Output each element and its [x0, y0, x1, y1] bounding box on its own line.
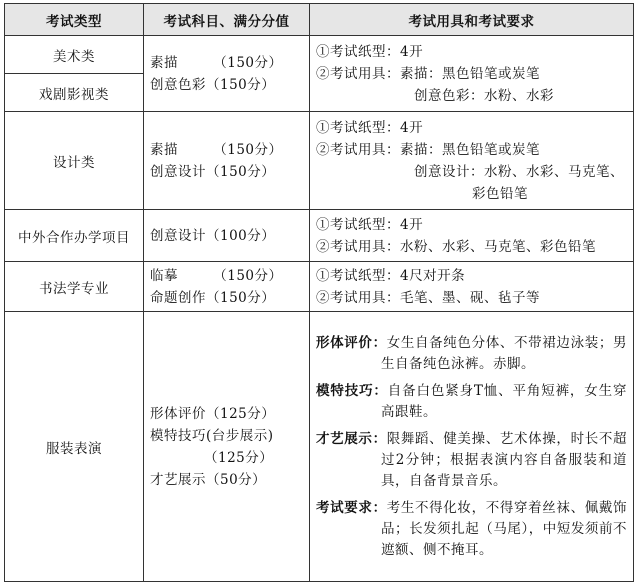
exam-requirements-table: [4, 3, 634, 582]
type-drama: 戏剧影视类: [5, 74, 144, 112]
type-calligraphy: 书法学专业: [5, 262, 144, 312]
subject-line: 创意色彩（150分）: [150, 76, 276, 93]
tool-line: ②考试用具：水粉、水彩、马克笔、彩色铅笔: [316, 238, 596, 255]
tools-calligraphy: [310, 262, 634, 312]
requirement-text: 女生自备纯色分体、不带裙边泳装；男生自备纯色泳裤。赤脚。: [381, 334, 628, 372]
row-art: [5, 36, 634, 74]
requirements-fashion: [310, 312, 634, 582]
requirement-label: 才艺展示：: [316, 430, 387, 447]
subject-line: 创意设计（150分）: [150, 163, 276, 180]
tool-line: ①考试纸型：4尺对开条: [316, 267, 466, 284]
subjects-fashion: [144, 312, 310, 582]
header-row: [5, 4, 634, 36]
tool-line: ①考试纸型：4开: [316, 119, 424, 136]
subject-line: 才艺展示（50分）: [150, 471, 267, 488]
requirement-text: 自备白色紧身T恤、平角短裤，女生穿高跟鞋。: [381, 382, 628, 420]
subject-line: （125分）: [204, 449, 274, 466]
tool-line: ①考试纸型：4开: [316, 43, 424, 60]
subjects-coop: [144, 210, 310, 262]
requirement-item: [316, 498, 627, 561]
type-fashion: 服装表演: [5, 312, 144, 582]
subjects-calligraphy: [144, 262, 310, 312]
type-coop: 中外合作办学项目: [5, 210, 144, 262]
tool-line: ②考试用具：素描：黑色铅笔或炭笔: [316, 141, 540, 158]
row-coop: [5, 210, 634, 262]
type-art: 美术类: [5, 36, 144, 74]
subject-line: 素描 （150分）: [150, 141, 283, 158]
subject-line: 模特技巧(台步展示): [150, 427, 274, 444]
requirement-item: [316, 429, 627, 492]
header-exam-type: 考试类型: [5, 4, 144, 36]
requirement-label: 模特技巧：: [316, 382, 388, 399]
header-tools: 考试用具和考试要求: [310, 4, 634, 36]
row-fashion: [5, 312, 634, 582]
requirement-text: 考生不得化妆，不得穿着丝袜、佩戴饰品；长发须扎起（马尾），中短发须前不遮额、侧不掩耳。: [381, 499, 628, 558]
subject-line: 创意设计（100分）: [150, 227, 276, 244]
tool-line: ②考试用具：毛笔、墨、砚、毡子等: [316, 289, 540, 306]
subjects-art: [144, 36, 310, 112]
requirement-label: 考试要求：: [316, 499, 387, 516]
subject-line: 命题创作（150分）: [150, 289, 276, 306]
tool-line: 创意设计：水粉、水彩、马克笔、: [414, 163, 624, 180]
tools-coop: [310, 210, 634, 262]
row-design: [5, 112, 634, 210]
tool-line: 创意色彩：水粉、水彩: [414, 87, 554, 104]
tools-art: [310, 36, 634, 112]
tools-design: [310, 112, 634, 210]
subjects-design: [144, 112, 310, 210]
subject-line: 临摹 （150分）: [150, 267, 283, 284]
requirement-item: [316, 381, 627, 423]
tool-line: 彩色铅笔: [472, 185, 528, 202]
requirement-label: 形体评价：: [316, 334, 387, 351]
type-design: 设计类: [5, 112, 144, 210]
row-calligraphy: [5, 262, 634, 312]
subject-line: 素描 （150分）: [150, 54, 283, 71]
requirement-item: [316, 333, 627, 375]
subject-line: 形体评价（125分）: [150, 405, 276, 422]
requirement-text: 限舞蹈、健美操、艺术体操，时长不超过2分钟；根据表演内容自备服装和道具，自备背景音乐。: [381, 430, 628, 489]
header-subjects: 考试科目、满分分值: [144, 4, 310, 36]
tool-line: ②考试用具：素描：黑色铅笔或炭笔: [316, 65, 540, 82]
tool-line: ①考试纸型：4开: [316, 216, 424, 233]
